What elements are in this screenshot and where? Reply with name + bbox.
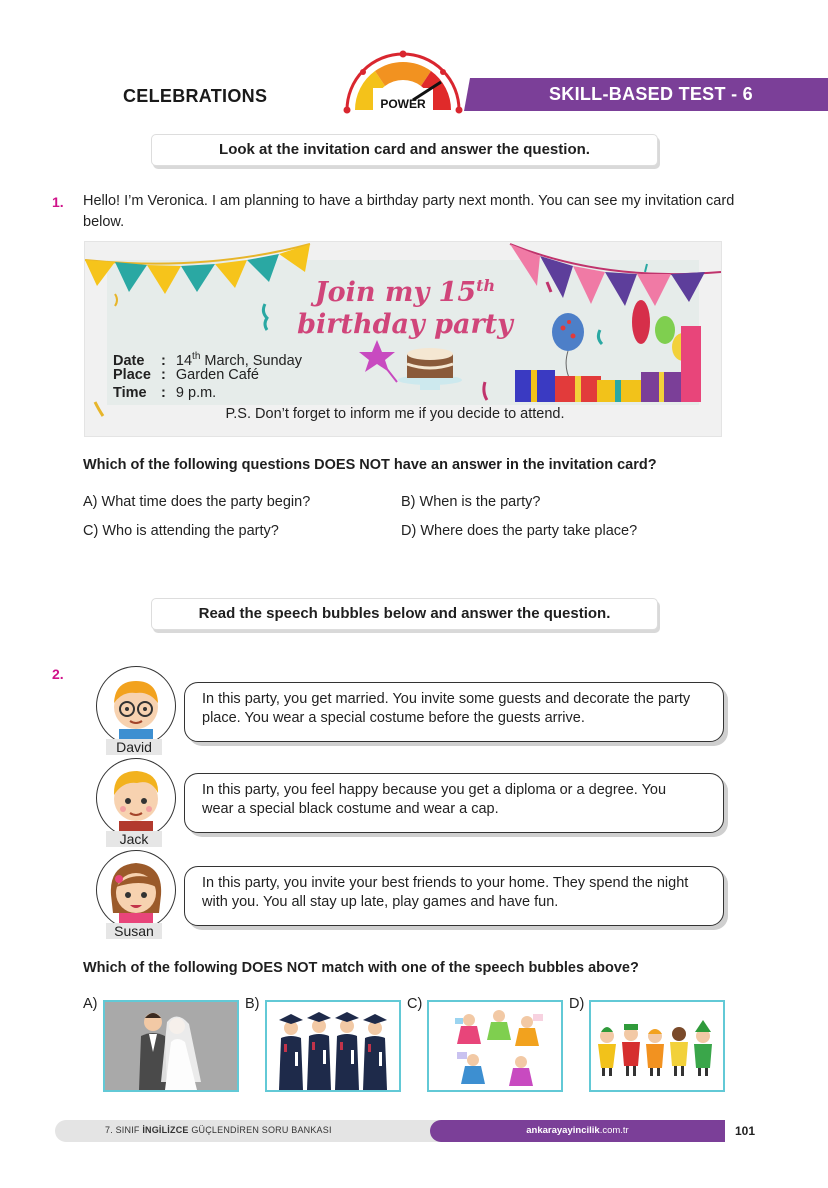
invitation-time	[113, 384, 216, 402]
avatar-susan	[96, 850, 176, 930]
invitation-title-line-2: birthday party	[297, 309, 513, 340]
invitation-title-line-1: Join my 15	[314, 277, 477, 308]
place-value: Garden Café	[175, 367, 259, 383]
option-2a-picture[interactable]	[103, 1000, 239, 1092]
bubble-david-line-1: In this party, you get married. You invite some guests and decorate the party	[202, 691, 691, 707]
instruction-box-2: Read the speech bubbles below and answer the question.	[151, 598, 658, 630]
instruction-box-1: Look at the invitation card and answer the question.	[151, 134, 658, 166]
time-value: 9 p.m.	[175, 385, 217, 401]
option-1c[interactable]: C) Who is attending the party?	[83, 523, 279, 539]
speech-bubble-susan	[184, 866, 724, 926]
graduation-icon	[267, 1002, 399, 1090]
girl-icon	[97, 851, 175, 929]
bubble-david-line-2: place. You wear a special costume before the guests arrive.	[202, 710, 585, 726]
date-label: Date	[113, 352, 145, 369]
speech-bubble-david	[184, 682, 724, 742]
wedding-couple-icon	[105, 1002, 237, 1090]
avatar-jack	[96, 758, 176, 838]
test-banner: SKILL-BASED TEST - 6	[470, 78, 828, 111]
place-label: Place	[113, 367, 151, 383]
power-gauge-icon	[333, 36, 473, 116]
invitation-ps: P.S. Don’t forget to inform me if you decide to attend.	[225, 406, 565, 422]
pajama-party-icon	[429, 1002, 561, 1090]
question-1-intro-line-2: below.	[83, 214, 125, 230]
power-label: POWER	[380, 97, 426, 111]
footer-site-domain: .com.tr	[599, 1125, 629, 1136]
invitation-title-sup: th	[476, 276, 496, 295]
option-2d-label[interactable]: D)	[569, 996, 585, 1012]
invitation-place	[113, 366, 259, 384]
option-2c-label[interactable]: C)	[407, 996, 423, 1012]
bubble-jack-line-2: wear a special black costume and wear a cap.	[202, 801, 499, 817]
section-title: CELEBRATIONS	[123, 86, 268, 106]
speech-bubble-jack	[184, 773, 724, 833]
date-day: 14	[175, 352, 193, 369]
boy-icon	[97, 759, 175, 837]
footer-book-title	[105, 1125, 332, 1135]
date-colon: :	[161, 352, 166, 369]
date-rest: March, Sunday	[200, 352, 302, 369]
question-2-prompt: Which of the following DOES NOT match with one of the speech bubbles above?	[83, 960, 639, 976]
option-2d-picture[interactable]	[589, 1000, 725, 1092]
question-number-1: 1.	[52, 194, 64, 210]
question-1-intro-line-1: Hello! I’m Veronica. I am planning to have a birthday party next month. You can see my invitation card	[83, 193, 735, 209]
page-number: 101	[735, 1124, 756, 1138]
footer-site-name: ankarayayincilik	[526, 1125, 600, 1136]
time-label: Time	[113, 385, 147, 401]
boy-glasses-icon	[97, 667, 175, 745]
invitation-title	[290, 270, 520, 341]
footer-website[interactable]	[430, 1120, 725, 1142]
avatar-david	[96, 666, 176, 746]
question-1-prompt: Which of the following questions DOES NOT have an answer in the invitation card?	[83, 457, 657, 473]
footer-book: GÜÇLENDİREN SORU BANKASI	[188, 1125, 332, 1135]
option-1b[interactable]: B) When is the party?	[401, 494, 541, 510]
option-1a[interactable]: A) What time does the party begin?	[83, 494, 311, 510]
question-number-2: 2.	[52, 666, 64, 682]
name-jack: Jack	[106, 831, 162, 847]
option-2a-label[interactable]: A)	[83, 996, 98, 1012]
option-2c-picture[interactable]	[427, 1000, 563, 1092]
option-1d[interactable]: D) Where does the party take place?	[401, 523, 638, 539]
option-2b-picture[interactable]	[265, 1000, 401, 1092]
date-sup: th	[192, 351, 201, 362]
name-david: David	[106, 739, 162, 755]
costume-party-icon	[591, 1002, 723, 1090]
bubble-jack-line-1: In this party, you feel happy because you get a diploma or a degree. You	[202, 782, 667, 798]
footer-subject: İNGİLİZCE	[142, 1125, 189, 1135]
place-colon: :	[161, 367, 166, 383]
bubble-susan-line-2: with you. You all stay up late, play games and have fun.	[202, 894, 559, 910]
bubble-susan-line-1: In this party, you invite your best friends to your home. They spend the night	[202, 875, 689, 891]
option-2b-label[interactable]: B)	[245, 996, 260, 1012]
footer-grade: 7. SINIF	[105, 1125, 143, 1135]
time-colon: :	[161, 385, 166, 401]
name-susan: Susan	[106, 923, 162, 939]
